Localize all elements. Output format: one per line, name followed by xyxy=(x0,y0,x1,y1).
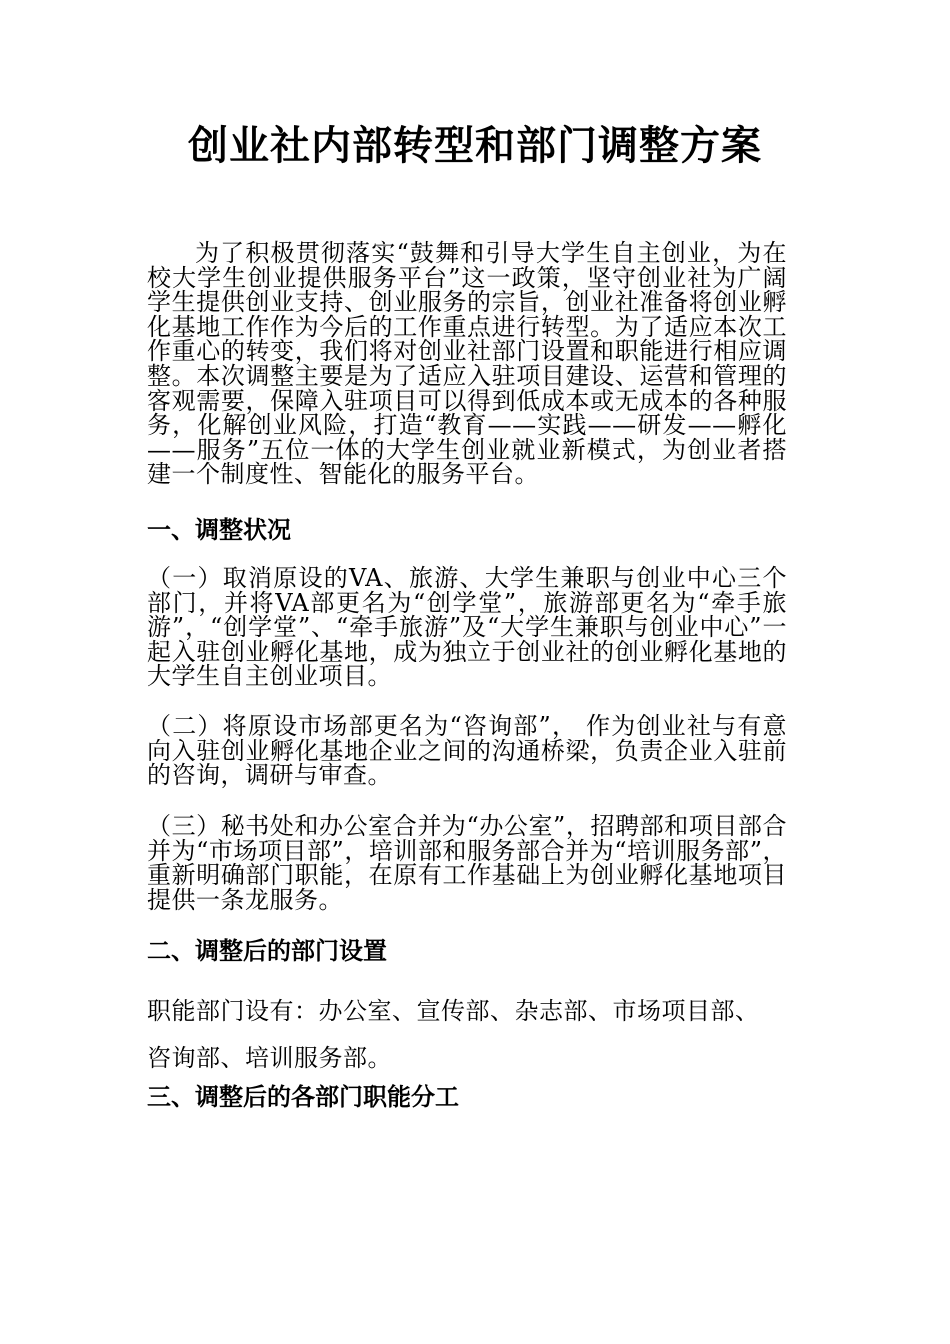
department-list-line-2: 咨询部、培训服务部。 xyxy=(147,1044,392,1072)
section-heading-department-duties: 三、调整后的各部门职能分工 xyxy=(147,1083,459,1111)
adjustment-item-3: （三）秘书处和办公室合并为“办公室”，招聘部和项目部合并为“市场项目部”，培训部和服务部合并为“培训服务部”，重新明确部门职能，在原有工作基础上为创业孵化基地项目提供一条龙服务。 xyxy=(147,812,787,914)
section-heading-adjustment-status: 一、调整状况 xyxy=(147,516,291,544)
intro-paragraph: 为了积极贯彻落实“鼓舞和引导大学生自主创业，为在校大学生创业提供服务平台”这一政策，坚守创业社为广阔学生提供创业支持、创业服务的宗旨，创业社准备将创业孵化基地工作作为今后的工作重点进行转型。为了适应本次工作重心的转变，我们将对创业社部门设置和职能进行相应调整。本次调整主要是为了适应入驻项目建设、运营和管理的客观需要，保障入驻项目可以得到低成本或无成本的各种服务，化解创业风险，打造“教育——实践——研发——孵化——服务”五位一体的大学生创业就业新模式，为创业者搭建一个制度性、智能化的服务平台。 xyxy=(147,239,787,489)
section-heading-department-setup: 二、调整后的部门设置 xyxy=(147,937,387,965)
adjustment-item-2: （二）将原设市场部更名为“咨询部”， 作为创业社与有意向入驻创业孵化基地企业之间的沟通桥梁，负责企业入驻前的咨询，调研与审查。 xyxy=(147,712,787,790)
document-title: 创业社内部转型和部门调整方案 xyxy=(188,123,762,169)
department-list-line-1: 职能部门设有：办公室、宣传部、杂志部、市场项目部、 xyxy=(147,997,760,1025)
adjustment-item-1: （一）取消原设的VA、旅游、大学生兼职与创业中心三个部门，并将VA部更名为“创学堂”，旅游部更名为“牵手旅游”，“创学堂”、“牵手旅游”及“大学生兼职与创业中心”一起入驻创业孵化基地，成为独立于创业社的创业孵化基地的大学生自主创业项目。 xyxy=(147,564,787,691)
